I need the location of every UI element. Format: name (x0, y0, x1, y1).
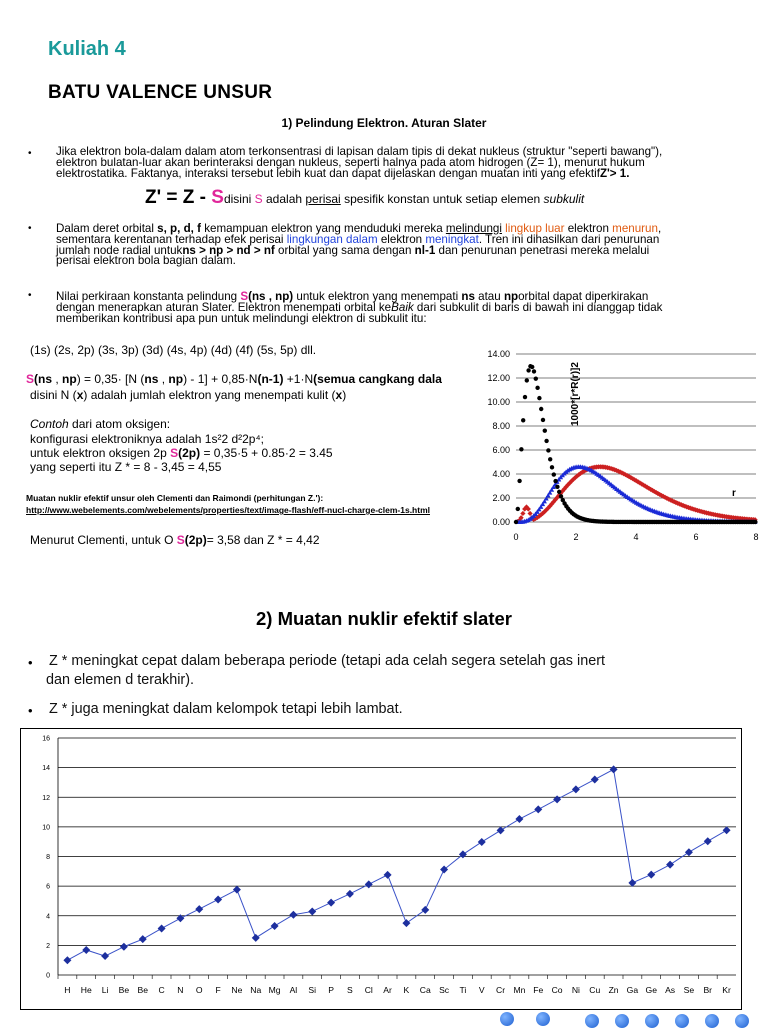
b2-line2a: sementara kerentanan terhadap efek perisai (56, 232, 287, 246)
x-tick-label: Si (308, 985, 317, 995)
x-tick-label: Cl (364, 985, 373, 995)
nav-dot-6[interactable] (675, 1014, 689, 1028)
b3-baik: Baik (391, 300, 414, 314)
contoh-rest: dari atom oksigen: (68, 417, 171, 431)
clementi-line (30, 533, 320, 547)
x-tick-label: Mg (268, 985, 281, 995)
x-tick-label: 4 (633, 532, 639, 542)
untuk-s: S (170, 446, 179, 460)
b3-line2b: dari subkulit di baris di bawah ini dianggap tidak (413, 300, 663, 314)
x-tick-label: S (347, 985, 353, 995)
x-tick-label: Br (703, 985, 713, 995)
b2-p1: Dalam deret orbital (56, 222, 158, 235)
nav-dot-5[interactable] (645, 1014, 659, 1028)
bullet-dot-1: • (28, 148, 32, 159)
series-1s-point (544, 439, 548, 443)
y-tick-label: 2 (46, 942, 50, 950)
s2-b1-line2: dan elemen d terakhir). (46, 672, 194, 688)
b2-lingkungan: lingkungan dalam (286, 232, 378, 246)
section2-bullet-1 (46, 652, 758, 690)
x-tick-label: He (80, 985, 92, 995)
x-tick-label: Sc (439, 985, 450, 995)
series-1s-point (548, 457, 552, 461)
section2-bullet-2: Z * juga meningkat dalam kelompok tetapi lebih lambat. (49, 701, 403, 717)
b2-line2b: elektron (377, 232, 426, 246)
lecture-label: Kuliah 4 (48, 38, 126, 60)
b2-p3: elektron (564, 222, 613, 235)
series-1s-point (535, 386, 539, 390)
x-axis-label: r (732, 488, 736, 499)
y-tick-label: 2.00 (492, 493, 510, 503)
contoh-line (30, 418, 470, 431)
slide-nav (0, 1008, 768, 1024)
bullet-1-line-1: Jika elektron bola-dalam dalam atom terkonsentrasi di lapisan dalam tipis di dekat nukleus (struktur "seperti bawang"), (56, 145, 663, 158)
y-tick-label: 0.00 (492, 517, 510, 527)
series-1s-point (552, 472, 556, 476)
y-tick-label: 16 (42, 735, 50, 743)
x-tick-label: Ca (419, 985, 431, 995)
disini-x2: x (335, 388, 343, 402)
b3-p4: orbital dapat diperkirakan (518, 290, 649, 303)
b2-line3a: jumlah node radial untuk (56, 243, 183, 257)
b2-line3c: dan penurunan penetrasi mereka melalui (435, 243, 650, 257)
series-1s-point (753, 520, 757, 524)
series-1s-point (541, 418, 545, 422)
x-tick-label: Ti (459, 985, 467, 995)
disini-x: x (76, 388, 84, 402)
bullet-1-text (56, 147, 736, 179)
formula-s2: S (254, 192, 263, 206)
series-1s-point (546, 448, 550, 452)
formula-lhs: Z' = Z - (145, 187, 212, 208)
rule-f: , (158, 373, 169, 386)
x-tick-label: Na (250, 985, 262, 995)
x-tick-label: N (177, 985, 184, 995)
y-tick-label: 12 (42, 794, 50, 802)
b3-line2a: dengan menerapkan aturan Slater. Elektron menempati orbital ke (56, 300, 392, 314)
slater-disini (30, 389, 470, 402)
b3-p1: Nilai perkiraan konstanta pelindung (56, 290, 241, 303)
series-1s-point (532, 369, 536, 373)
y-tick-label: 10 (42, 824, 50, 832)
disini-a: disini N ( (30, 388, 77, 402)
b2-line2c: . Tren ini dihasilkan dari penurunan (478, 232, 660, 246)
x-tick-label: Cu (589, 985, 601, 995)
konfig-line: konfigurasi elektroniknya adalah 1s²2 d²2p⁴; (30, 432, 264, 446)
x-tick-label: Co (551, 985, 563, 995)
zprime-text: Z'> 1. (599, 166, 630, 180)
b2-menurun: menurun (612, 222, 658, 235)
b3-ns: ns (461, 290, 475, 303)
b2-order: ns > np > nd > nf (182, 243, 275, 257)
x-tick-label: Ni (571, 985, 580, 995)
series-1s-point (543, 428, 547, 432)
bullet-dot-3: • (28, 290, 32, 301)
x-tick-label: O (195, 985, 203, 995)
x-tick-label: K (403, 985, 410, 995)
x-tick-label: Be (118, 985, 130, 995)
series-1s-point (537, 396, 541, 400)
x-tick-label: Ge (645, 985, 657, 995)
series-1s-point (525, 378, 529, 382)
section2-title: 2) Muatan nuklir efektif slater (256, 608, 512, 629)
slater-rule-formula (26, 373, 462, 386)
series-1s-point (555, 485, 559, 489)
series-1s-point (519, 447, 523, 451)
b2-melindungi: melindungi (445, 222, 502, 235)
rule-g: np (168, 373, 184, 386)
b2-meningkat: meningkat (425, 232, 479, 246)
slater-formula (145, 187, 584, 209)
x-tick-label: As (665, 985, 676, 995)
y-axis-label: 1000*[r*R(r)]2 (570, 362, 581, 426)
x-tick-label: P (328, 985, 334, 995)
nav-dot-8[interactable] (735, 1014, 749, 1028)
b2-spdf: s, p, d, f (157, 222, 201, 235)
series-1s-point (523, 395, 527, 399)
bullet-dot-5: • (28, 703, 33, 718)
series-1s-point (534, 376, 538, 380)
b3-p2: untuk elektron yang menempati (293, 290, 462, 303)
series-1s-point (557, 490, 561, 494)
formula-rest2: spesifik konstan untuk setiap elemen (340, 192, 544, 206)
bullet-1-line-3 (56, 166, 736, 180)
rule-j: +1·N (283, 373, 314, 386)
nav-dot-7[interactable] (705, 1014, 719, 1028)
x-tick-label: Cr (496, 985, 506, 995)
y-tick-label: 6 (46, 883, 50, 891)
x-tick-label: Se (683, 985, 695, 995)
b3-np: np (503, 290, 519, 303)
y-tick-label: 0 (46, 972, 50, 980)
y-tick-label: 10.00 (487, 397, 510, 407)
b3-p3: atau (474, 290, 504, 303)
x-tick-label: Ne (231, 985, 243, 995)
bullet-1-line-2: elektron bulatan-luar akan berinteraksi dengan nukleus, seperti halnya pada atom hidrogen (Z= 1), menurut hukum (56, 155, 645, 169)
rule-d: ) = 0,35· [N ( (76, 373, 145, 386)
b2-nl1: nl-1 (414, 243, 436, 257)
y-tick-label: 14.00 (487, 349, 510, 359)
b2-p4: , (657, 222, 662, 235)
rule-h: ) - 1] + 0,85·N (183, 373, 258, 386)
rule-k: (semua cangkang dala (313, 373, 442, 386)
bullet-2-line-4: perisai elektron bola bagian dalam. (56, 254, 236, 268)
b2-lingkup: lingkup luar (501, 222, 565, 235)
yang-line: yang seperti itu Z * = 8 - 3,45 = 4,55 (30, 460, 222, 474)
x-tick-label: C (158, 985, 165, 995)
muatan-note: Muatan nuklir efektif unsur oleh Clementi dan Raimondi (perhitungan Z.'): (26, 493, 324, 503)
y-tick-label: 8.00 (492, 421, 510, 431)
clementi-b: (2p) (184, 533, 207, 547)
formula-rest1: adalah (262, 192, 306, 206)
y-tick-label: 4.00 (492, 469, 510, 479)
rule-b: , (52, 373, 63, 386)
x-tick-label: 0 (513, 532, 519, 542)
formula-disini: disini (223, 192, 255, 206)
series-1s-point (550, 465, 554, 469)
rule-a: (ns (34, 373, 53, 386)
bullet-1-line-3-text: elektrostatika. Faktanya, interaksi tersebut lebih kuat dan dapat dijelaskan dengan muatan inti yang efektif (56, 166, 600, 180)
y-tick-label: 4 (46, 913, 50, 921)
webelements-link[interactable]: http://www.webelements.com/webelements/properties/text/image-flash/eff-nucl-charge-clem-1s.html (26, 505, 430, 515)
clementi-a: Menurut Clementi, untuk O (30, 533, 177, 547)
series-1s-point (516, 507, 520, 511)
b3-s: S (240, 290, 249, 303)
bullet-3-text (56, 292, 736, 324)
bullet-dot-2: • (28, 223, 32, 234)
x-tick-label: Li (101, 985, 109, 995)
disini-b: ) adalah jumlah elektron yang menempati kulit ( (83, 388, 336, 402)
nav-dot-3[interactable] (585, 1014, 599, 1028)
series-1s-point (530, 365, 534, 369)
x-tick-label: V (478, 985, 485, 995)
section1-title: 1) Pelindung Elektron. Aturan Slater (281, 116, 487, 130)
series-1s-point (559, 494, 563, 498)
untuk-b: (2p) (178, 446, 201, 460)
clementi-s: S (176, 533, 185, 547)
untuk-c: = 0,35·5 + 0.85·2 = 3.45 (200, 446, 333, 460)
x-tick-label: Mn (513, 985, 526, 995)
radial-distribution-chart (470, 338, 768, 550)
x-tick-label: Be (137, 985, 149, 995)
x-tick-label: 2 (573, 532, 579, 542)
rule-s: S (26, 373, 35, 386)
chart-frame (21, 729, 742, 1010)
x-tick-label: Kr (722, 985, 731, 995)
rule-i: (n-1) (257, 373, 284, 386)
formula-perisai: perisai (305, 192, 341, 206)
bullet-3-line-3: memberikan kontribusi apa pun untuk melindungi elektron di subkulit itu: (56, 311, 427, 325)
series-1s-point (526, 368, 530, 372)
series-1s-point (514, 520, 518, 524)
s2-b1-line1: Z * meningkat cepat dalam beberapa periode (tetapi ada celah segera setelah gas inert (49, 653, 605, 669)
x-tick-label: 8 (753, 532, 759, 542)
x-tick-label: Ga (626, 985, 639, 995)
b2-line3b: orbital yang sama dengan (274, 243, 415, 257)
y-tick-label: 6.00 (492, 445, 510, 455)
x-tick-label: F (215, 985, 221, 995)
series-1s-point (517, 479, 521, 483)
b3-nsnp: (ns , np) (248, 290, 294, 303)
series-1s-point (553, 479, 557, 483)
bullet-dot-4: • (28, 655, 33, 670)
disini-c: ) (342, 388, 347, 402)
x-tick-label: Ar (383, 985, 392, 995)
orbital-groups: (1s) (2s, 2p) (3s, 3p) (3d) (4s, 4p) (4d) (4f) (5s, 5p) dll. (30, 343, 317, 357)
untuk-a: untuk elektron oksigen 2p (30, 446, 171, 460)
y-tick-label: 8 (46, 854, 50, 861)
formula-subkulit: subkulit (543, 192, 585, 206)
series-1s-point (539, 407, 543, 411)
effective-charge-chart (20, 728, 742, 1010)
nav-dot-4[interactable] (615, 1014, 629, 1028)
x-tick-label: Al (289, 985, 298, 995)
rule-c: np (62, 373, 77, 386)
b2-p2: kemampuan elektron yang menduduki mereka (200, 222, 446, 235)
x-tick-label: Zn (608, 985, 619, 995)
x-tick-label: H (64, 985, 71, 995)
y-tick-label: 12.00 (487, 373, 510, 383)
contoh-label: Contoh (30, 417, 69, 431)
untuk-line (30, 447, 470, 460)
formula-s: S (211, 187, 224, 208)
rule-e: ns (144, 373, 159, 386)
x-tick-label: 6 (693, 532, 699, 542)
series-1s-point (521, 418, 525, 422)
page-title: BATU VALENCE UNSUR (48, 82, 273, 103)
clementi-c: = 3,58 dan Z * = 4,42 (206, 533, 320, 547)
bullet-2-text (56, 224, 736, 267)
y-tick-label: 14 (42, 765, 50, 773)
x-tick-label: Fe (533, 985, 544, 995)
